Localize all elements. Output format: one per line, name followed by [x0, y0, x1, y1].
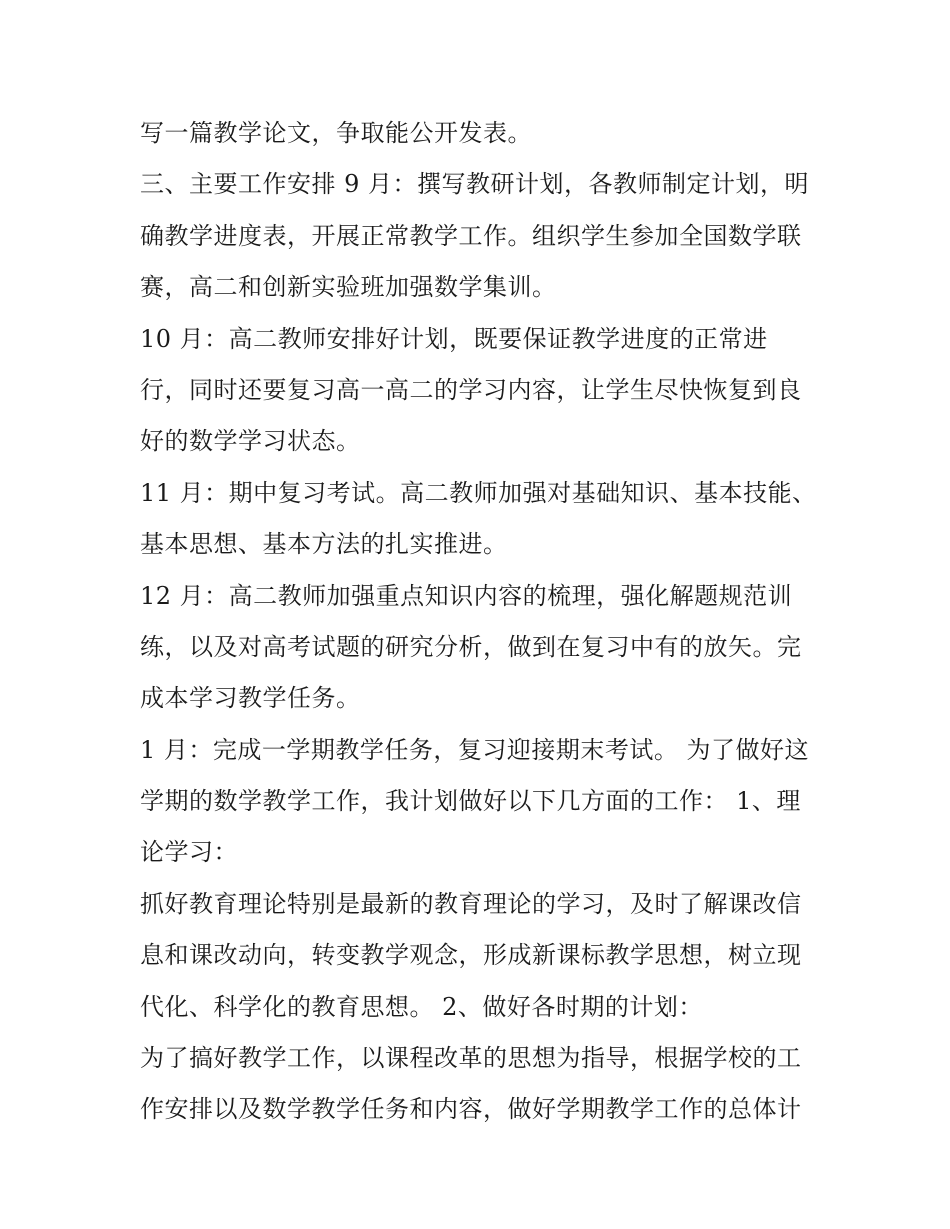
text-line: 抓好教育理论特别是最新的教育理论的学习，及时了解课改信	[140, 889, 802, 918]
text-line: 练，以及对高考试题的研究分析，做到在复习中有的放矢。完	[140, 632, 802, 661]
text-line: 作安排以及数学教学任务和内容，做好学期教学工作的总体计	[140, 1095, 802, 1124]
text-line: 写一篇教学论文，争取能公开发表。	[140, 119, 532, 147]
text-line: 学期的数学教学工作，我计划做好以下几方面的工作： 1、理	[140, 787, 801, 816]
text-line: 10 月：高二教师安排好计划，既要保证教学进度的正常进	[140, 324, 768, 353]
text-line: 基本思想、基本方法的扎实推进。	[140, 530, 508, 559]
text-line: 成本学习教学任务。	[140, 684, 361, 713]
document-body	[140, 108, 830, 1136]
text-line: 确教学进度表，开展正常教学工作。组织学生参加全国数学联	[140, 221, 802, 250]
text-line: 好的数学学习状态。	[140, 427, 361, 456]
text-line: 代化、科学化的教育思想。 2、做好各时期的计划：	[140, 992, 703, 1021]
text-line: 行，同时还要复习高一高二的学习内容，让学生尽快恢复到良	[140, 375, 802, 404]
text-line: 息和课改动向，转变教学观念，形成新课标教学思想，树立现	[140, 941, 802, 970]
text-line: 三、主要工作安排 9 月：撰写教研计划，各教师制定计划，明	[140, 170, 810, 199]
text-line: 11 月：期中复习考试。高二教师加强对基础知识、基本技能、	[140, 478, 817, 507]
text-line: 论学习：	[140, 838, 238, 867]
text-line: 赛，高二和创新实验班加强数学集训。	[140, 273, 557, 302]
text-line: 12 月：高二教师加强重点知识内容的梳理，强化解题规范训	[140, 581, 793, 610]
text-line: 为了搞好教学工作，以课程改革的思想为指导，根据学校的工	[140, 1044, 802, 1073]
text-line: 1 月：完成一学期教学任务，复习迎接期末考试。 为了做好这	[140, 735, 810, 764]
